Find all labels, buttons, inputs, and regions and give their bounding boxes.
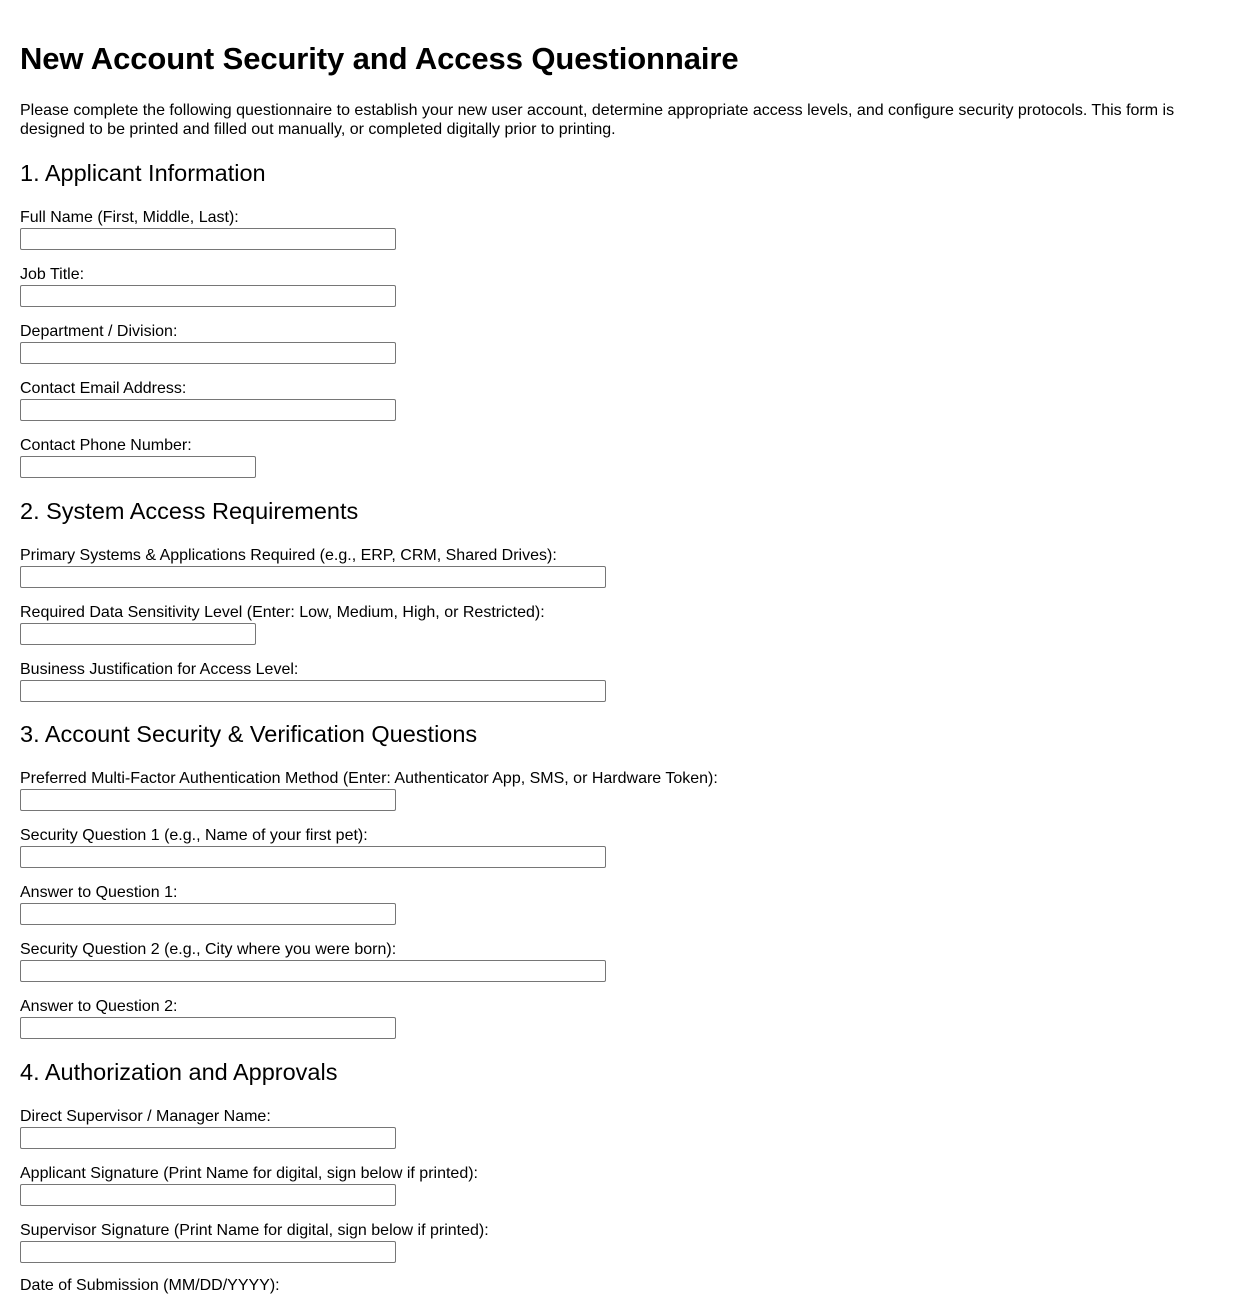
job-title-label: Job Title: <box>20 266 85 283</box>
answer-2-field <box>20 997 396 1039</box>
applicant-signature-field <box>20 1164 478 1206</box>
section-authorization-heading: 4. Authorization and Approvals <box>20 1059 338 1085</box>
phone-label: Contact Phone Number: <box>20 437 192 454</box>
supervisor-signature-field <box>20 1221 489 1263</box>
mfa-label: Preferred Multi-Factor Authentication Method (Enter: Authenticator App, SMS, or Hardware Token): <box>20 770 718 787</box>
email-label: Contact Email Address: <box>20 380 187 397</box>
answer-2-input[interactable] <box>20 1017 396 1039</box>
answer-2-label: Answer to Question 2: <box>20 998 178 1015</box>
applicant-signature-label: Applicant Signature (Print Name for digital, sign below if printed): <box>20 1165 478 1182</box>
email-input[interactable] <box>20 399 396 421</box>
job-title-input[interactable] <box>20 285 396 307</box>
security-question-2-label: Security Question 2 (e.g., City where you were born): <box>20 941 397 958</box>
phone-field <box>20 436 256 478</box>
primary-systems-input[interactable] <box>20 566 606 588</box>
section-applicant-heading: 1. Applicant Information <box>20 160 266 186</box>
supervisor-signature-label: Supervisor Signature (Print Name for digital, sign below if printed): <box>20 1222 489 1239</box>
submission-date-label: Date of Submission (MM/DD/YYYY): <box>20 1277 280 1294</box>
phone-input[interactable] <box>20 456 256 478</box>
security-question-1-field <box>20 826 606 868</box>
security-question-1-label: Security Question 1 (e.g., Name of your first pet): <box>20 827 368 844</box>
security-question-1-input[interactable] <box>20 846 606 868</box>
answer-1-input[interactable] <box>20 903 396 925</box>
intro-text: Please complete the following questionnaire to establish your new user account, determine appropriate access levels, and configure security protocols. This form is designed to be printed and filled out manually, or completed digitally prior to printing. <box>20 102 1175 138</box>
mfa-field <box>20 769 718 811</box>
section-access-heading: 2. System Access Requirements <box>20 498 359 524</box>
supervisor-signature-input[interactable] <box>20 1241 396 1263</box>
answer-1-field <box>20 883 396 925</box>
department-label: Department / Division: <box>20 323 178 340</box>
justification-field <box>20 660 606 702</box>
department-input[interactable] <box>20 342 396 364</box>
full-name-label: Full Name (First, Middle, Last): <box>20 209 239 226</box>
mfa-input[interactable] <box>20 789 396 811</box>
supervisor-name-field <box>20 1107 396 1149</box>
sensitivity-input[interactable] <box>20 623 256 645</box>
supervisor-name-input[interactable] <box>20 1127 396 1149</box>
sensitivity-field <box>20 603 545 645</box>
job-title-field <box>20 265 396 307</box>
primary-systems-field <box>20 546 606 588</box>
primary-systems-label: Primary Systems & Applications Required (e.g., ERP, CRM, Shared Drives): <box>20 547 557 564</box>
sensitivity-label: Required Data Sensitivity Level (Enter: Low, Medium, High, or Restricted): <box>20 604 545 621</box>
justification-label: Business Justification for Access Level: <box>20 661 299 678</box>
supervisor-name-label: Direct Supervisor / Manager Name: <box>20 1108 271 1125</box>
email-field <box>20 379 396 421</box>
department-field <box>20 322 396 364</box>
justification-input[interactable] <box>20 680 606 702</box>
answer-1-label: Answer to Question 1: <box>20 884 178 901</box>
security-question-2-field <box>20 940 606 982</box>
submission-date-field <box>20 1276 280 1296</box>
security-question-2-input[interactable] <box>20 960 606 982</box>
applicant-signature-input[interactable] <box>20 1184 396 1206</box>
page-title: New Account Security and Access Questionnaire <box>20 41 739 76</box>
full-name-field <box>20 208 396 250</box>
section-security-heading: 3. Account Security & Verification Questions <box>20 721 478 747</box>
full-name-input[interactable] <box>20 228 396 250</box>
